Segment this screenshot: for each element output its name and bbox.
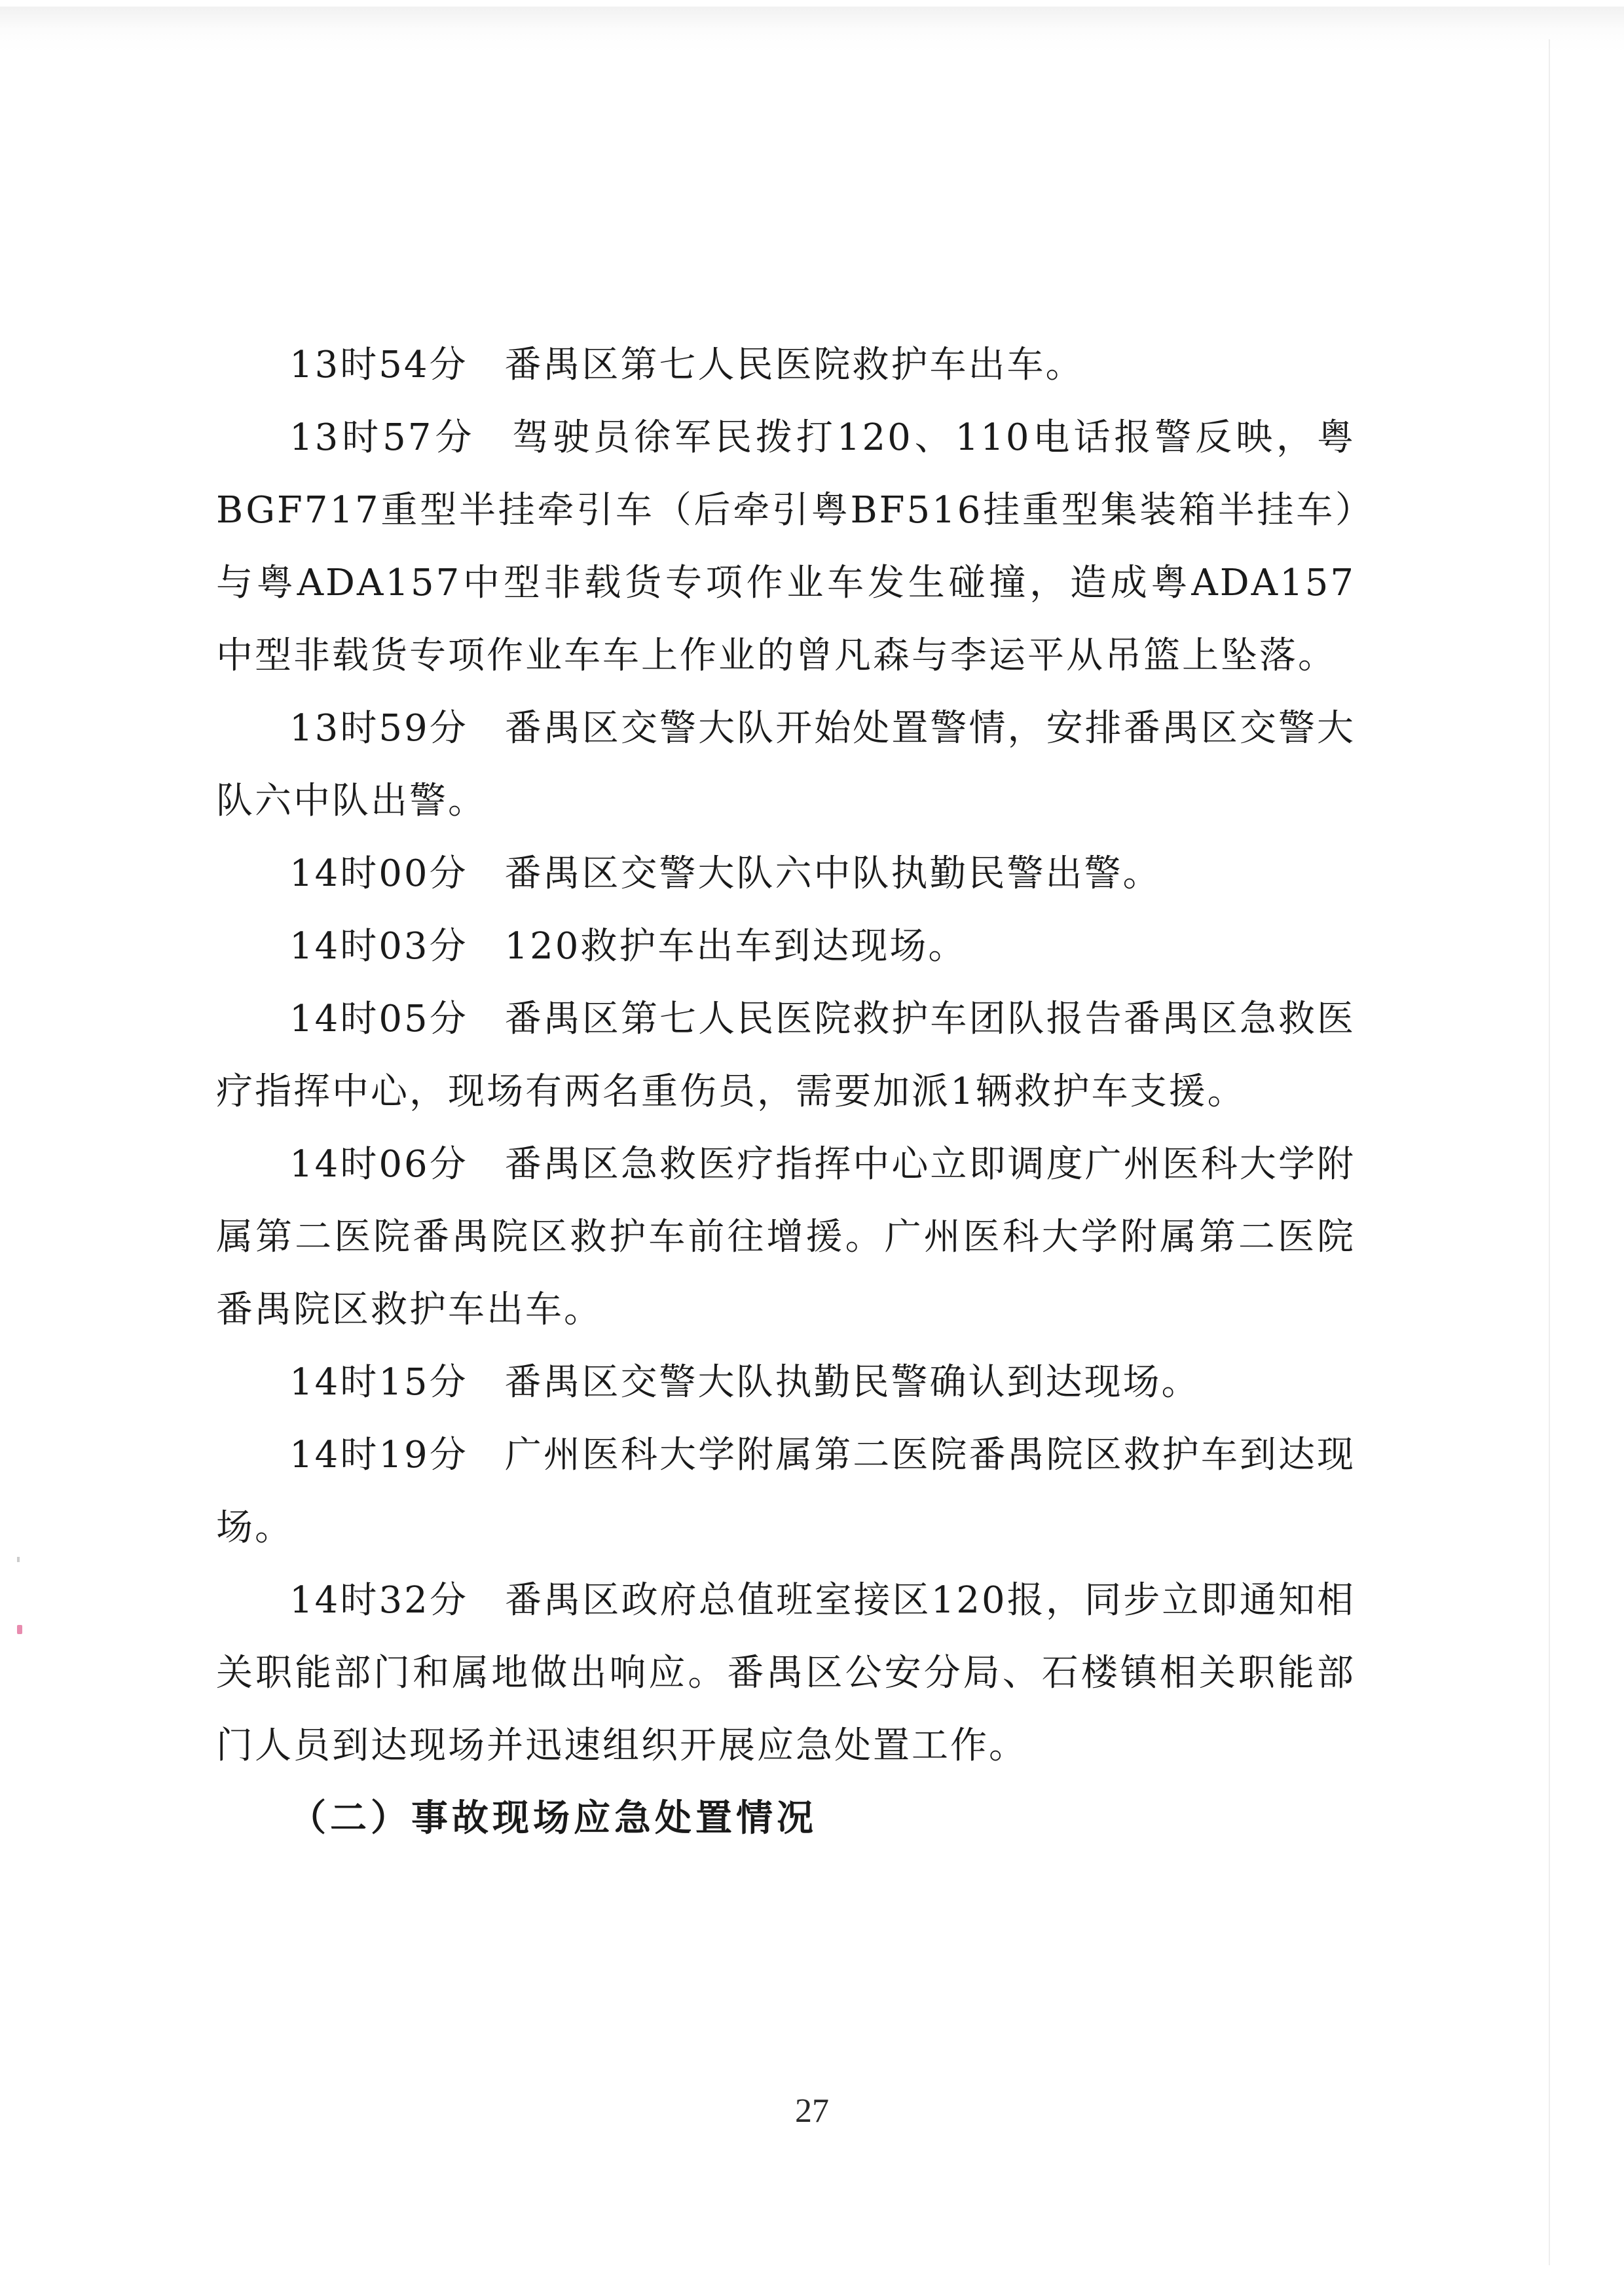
timeline-time: 14时19分 xyxy=(289,1434,468,1476)
page-number: 27 xyxy=(795,2092,829,2130)
timeline-time: 13时57分 xyxy=(289,416,476,459)
timeline-entry xyxy=(216,1564,1356,1782)
timeline-time: 13时59分 xyxy=(289,707,468,750)
timeline-text: 番禺区交警大队执勤民警确认到达现场。 xyxy=(504,1361,1200,1404)
timeline-entry xyxy=(216,401,1356,692)
timeline-text: 广州医科大学附属第二医院番禺院区救护车到达现场。 xyxy=(216,1434,1356,1549)
timeline-text: 番禺区急救医疗指挥中心立即调度广州医科大学附属第二医院番禺院区救护车前往增援。广州医科大学附属第二医院番禺院区救护车出车。 xyxy=(216,1143,1356,1331)
timeline-entry xyxy=(216,910,1356,983)
timeline-time: 14时05分 xyxy=(289,998,468,1040)
timeline-time: 14时06分 xyxy=(289,1143,468,1186)
timeline-entry xyxy=(216,983,1356,1128)
timeline-entry xyxy=(216,329,1356,401)
timeline-text: 120救护车出车到达现场。 xyxy=(504,925,967,968)
document-body xyxy=(216,329,1356,1855)
timeline-time: 14时00分 xyxy=(289,852,468,895)
timeline-entry xyxy=(216,1419,1356,1564)
timeline-time: 13时54分 xyxy=(289,344,468,386)
timeline-text: 番禺区交警大队六中队执勤民警出警。 xyxy=(504,852,1162,895)
timeline-entry xyxy=(216,692,1356,837)
timeline-time: 14时32分 xyxy=(289,1579,469,1622)
scan-edge-line xyxy=(1549,39,1550,2265)
timeline-text: 驾驶员徐军民拨打120、110电话报警反映，粤BGF717重型半挂牵引车（后牵引粤BF516挂重型集装箱半挂车）与粤ADA157中型非载货专项作业车发生碰撞，造成粤ADA157中型非载货专项作业车车上作业的曾凡森与李运平从吊篮上坠落。 xyxy=(216,416,1356,677)
section-heading: （二）事故现场应急处置情况 xyxy=(289,1797,817,1840)
timeline-text: 番禺区第七人民医院救护车出车。 xyxy=(504,344,1084,386)
scan-artifact-band xyxy=(0,7,1624,52)
timeline-entry xyxy=(216,1346,1356,1419)
scan-speck xyxy=(17,1557,20,1562)
timeline-text: 番禺区政府总值班室接区120报，同步立即通知相关职能部门和属地做出响应。番禺区公安分局、石楼镇相关职能部门人员到达现场并迅速组织开展应急处置工作。 xyxy=(216,1579,1356,1767)
timeline-text: 番禺区第七人民医院救护车团队报告番禺区急救医疗指挥中心，现场有两名重伤员，需要加派1辆救护车支援。 xyxy=(216,998,1356,1113)
timeline-time: 14时15分 xyxy=(289,1361,468,1404)
timeline-text: 番禺区交警大队开始处置警情，安排番禺区交警大队六中队出警。 xyxy=(216,707,1356,822)
timeline-time: 14时03分 xyxy=(289,925,468,968)
timeline-entry xyxy=(216,1128,1356,1346)
timeline-entry xyxy=(216,837,1356,910)
scan-red-mark xyxy=(17,1625,22,1634)
